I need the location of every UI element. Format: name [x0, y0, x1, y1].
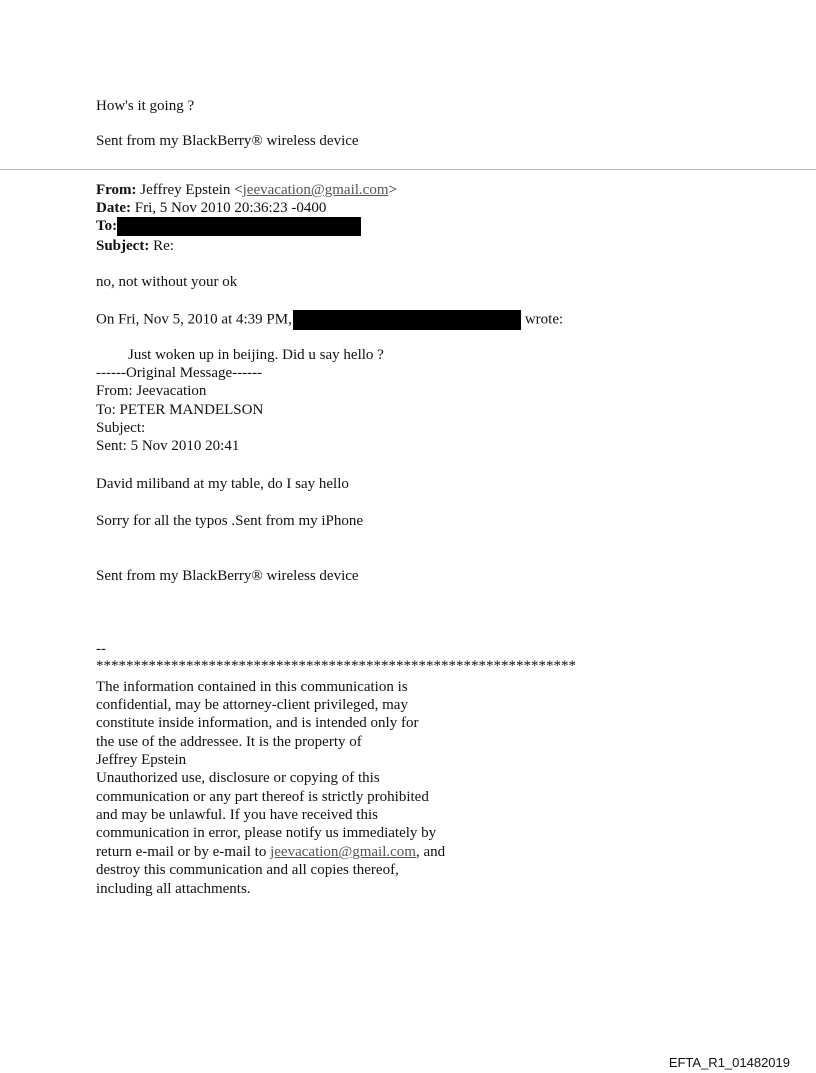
original-text: David miliband at my table, do I say hello: [96, 476, 349, 492]
disclaimer-stars: ****************************************************************: [96, 658, 576, 674]
return-prefix: return e-mail or by e-mail to: [96, 844, 267, 860]
disclaimer-line: including all attachments.: [96, 881, 251, 897]
iphone-signature: Sorry for all the typos .Sent from my iPhone: [96, 513, 364, 529]
greeting-line: How's it going ?: [96, 98, 195, 114]
subject-value: Re:: [153, 238, 174, 254]
original-subject: Subject:: [96, 420, 146, 436]
disclaimer-line: Unauthorized use, disclosure or copying of this: [96, 770, 380, 786]
disclaimer-line: Jeffrey Epstein: [96, 752, 187, 768]
quote-intro-prefix: On Fri, Nov 5, 2010 at 4:39 PM,: [96, 311, 292, 328]
disclaimer-dashes: --: [96, 641, 106, 657]
redaction-bar-sender: [293, 310, 521, 330]
header-from: [96, 181, 397, 199]
redaction-bar-recipient: [117, 217, 361, 236]
from-label: From:: [96, 182, 137, 198]
to-label: To:: [96, 218, 118, 234]
original-from: From: Jeevacation: [96, 383, 207, 399]
quoted-line: Just woken up in beijing. Did u say hello ?: [128, 347, 384, 363]
date-value: Fri, 5 Nov 2010 20:36:23 -0400: [134, 200, 327, 216]
disclaimer-line: constitute inside information, and is intended only for: [96, 715, 419, 731]
blackberry-signature: Sent from my BlackBerry® wireless device: [96, 133, 359, 149]
disclaimer-line: destroy this communication and all copies thereof,: [96, 862, 399, 878]
return-suffix: , and: [415, 844, 446, 860]
original-to: To: PETER MANDELSON: [96, 402, 264, 418]
date-label: Date:: [96, 200, 131, 216]
disclaimer-line: The information contained in this communication is: [96, 679, 408, 695]
disclaimer-email-link[interactable]: jeevacation@gmail.com: [270, 844, 416, 860]
reply-text: no, not without your ok: [96, 274, 238, 290]
header-to: [96, 217, 361, 236]
original-message-marker: ------Original Message------: [96, 365, 263, 381]
disclaimer-line: and may be unlawful. If you have received this: [96, 807, 378, 823]
disclaimer-line: communication in error, please notify us immediately by: [96, 825, 437, 841]
header-date: [96, 199, 326, 217]
original-sent: Sent: 5 Nov 2010 20:41: [96, 438, 240, 454]
disclaimer-line: confidential, may be attorney-client privileged, may: [96, 697, 408, 713]
disclaimer-line: the use of the addressee. It is the property of: [96, 734, 362, 750]
disclaimer-return-line: [96, 843, 445, 861]
from-name: Jeffrey Epstein: [140, 182, 231, 198]
from-close-bracket: >: [388, 182, 397, 198]
quote-intro: [96, 310, 563, 330]
subject-label: Subject:: [96, 238, 150, 254]
separator-rule: [0, 169, 816, 170]
from-email-link[interactable]: jeevacation@gmail.com: [242, 182, 389, 198]
disclaimer-line: communication or any part thereof is strictly prohibited: [96, 789, 429, 805]
quote-intro-suffix: wrote:: [524, 311, 564, 328]
blackberry-signature-2: Sent from my BlackBerry® wireless device: [96, 568, 359, 584]
header-subject: [96, 237, 174, 255]
from-open-bracket: <: [234, 182, 243, 198]
document-id: EFTA_R1_01482019: [668, 1055, 790, 1070]
